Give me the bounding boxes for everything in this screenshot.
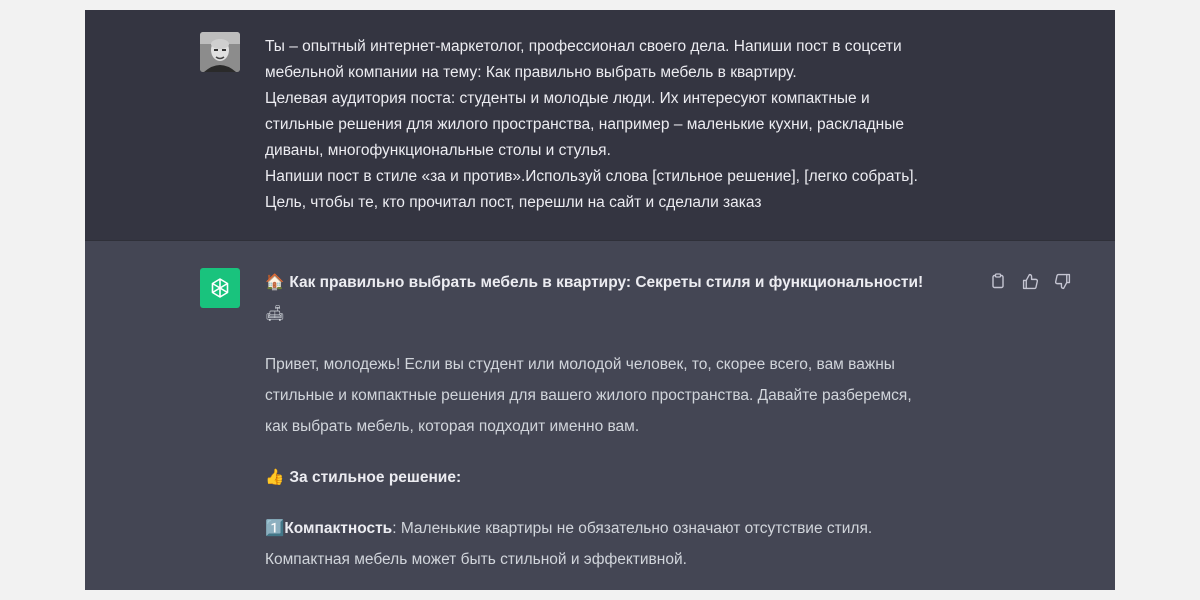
pro-heading: [265, 462, 985, 493]
intro-line: как выбрать мебель, которая подходит именно вам.: [265, 418, 640, 435]
pro-heading-text: За стильное решение:: [289, 469, 462, 486]
user-avatar: [200, 32, 240, 72]
item-text: : Маленькие квартиры не обязательно означают отсутствие стиля.: [392, 520, 873, 537]
thumbs-up-icon: [1022, 273, 1039, 290]
gpt-avatar: [200, 268, 240, 308]
assistant-message-row: [85, 242, 1115, 590]
message-actions: [987, 270, 1073, 292]
assistant-message-text: [265, 267, 985, 590]
user-line: диваны, многофункциональные столы и стулья.: [265, 142, 611, 159]
thumbs-up-emoji-icon: 👍: [265, 469, 285, 486]
thumbs-down-icon: [1054, 273, 1071, 290]
answer-title: [265, 267, 985, 329]
user-line: Напиши пост в стиле «за и против».Используй слова [стильное решение], [легко собрать].: [265, 168, 918, 185]
house-icon: 🏠: [265, 274, 285, 291]
sofa-icon: 🛋: [265, 305, 285, 322]
copy-button[interactable]: [987, 270, 1009, 292]
openai-logo-icon: [208, 276, 232, 300]
user-photo-icon: [200, 32, 240, 72]
intro-line: стильные и компактные решения для вашего жилого пространства. Давайте разберемся,: [265, 387, 912, 404]
user-line: мебельной компании на тему: Как правильно выбрать мебель в квартиру.: [265, 64, 797, 81]
answer-title-text: Как правильно выбрать мебель в квартиру: Секреты стиля и функциональности!: [289, 274, 924, 291]
user-line: Цель, чтобы те, кто прочитал пост, перешли на сайт и сделали заказ: [265, 194, 762, 211]
list-item: [265, 513, 985, 575]
user-line: Ты – опытный интернет-маркетолог, профессионал своего дела. Напиши пост в соцсети: [265, 38, 902, 55]
keycap-one-icon: 1️⃣: [265, 520, 285, 537]
chat-window: [85, 10, 1115, 590]
item-text-2: Компактная мебель может быть стильной и эффективной.: [265, 551, 687, 568]
dislike-button[interactable]: [1051, 270, 1073, 292]
like-button[interactable]: [1019, 270, 1041, 292]
user-message-text: [265, 34, 985, 216]
user-line: Целевая аудитория поста: студенты и молодые люди. Их интересуют компактные и: [265, 90, 870, 107]
answer-intro: [265, 349, 985, 442]
intro-line: Привет, молодежь! Если вы студент или молодой человек, то, скорее всего, вам важны: [265, 356, 895, 373]
user-line: стильные решения для жилого пространства, например – маленькие кухни, раскладные: [265, 116, 904, 133]
item-bold: Компактность: [284, 520, 393, 537]
clipboard-icon: [990, 273, 1006, 289]
user-message-row: [85, 10, 1115, 241]
